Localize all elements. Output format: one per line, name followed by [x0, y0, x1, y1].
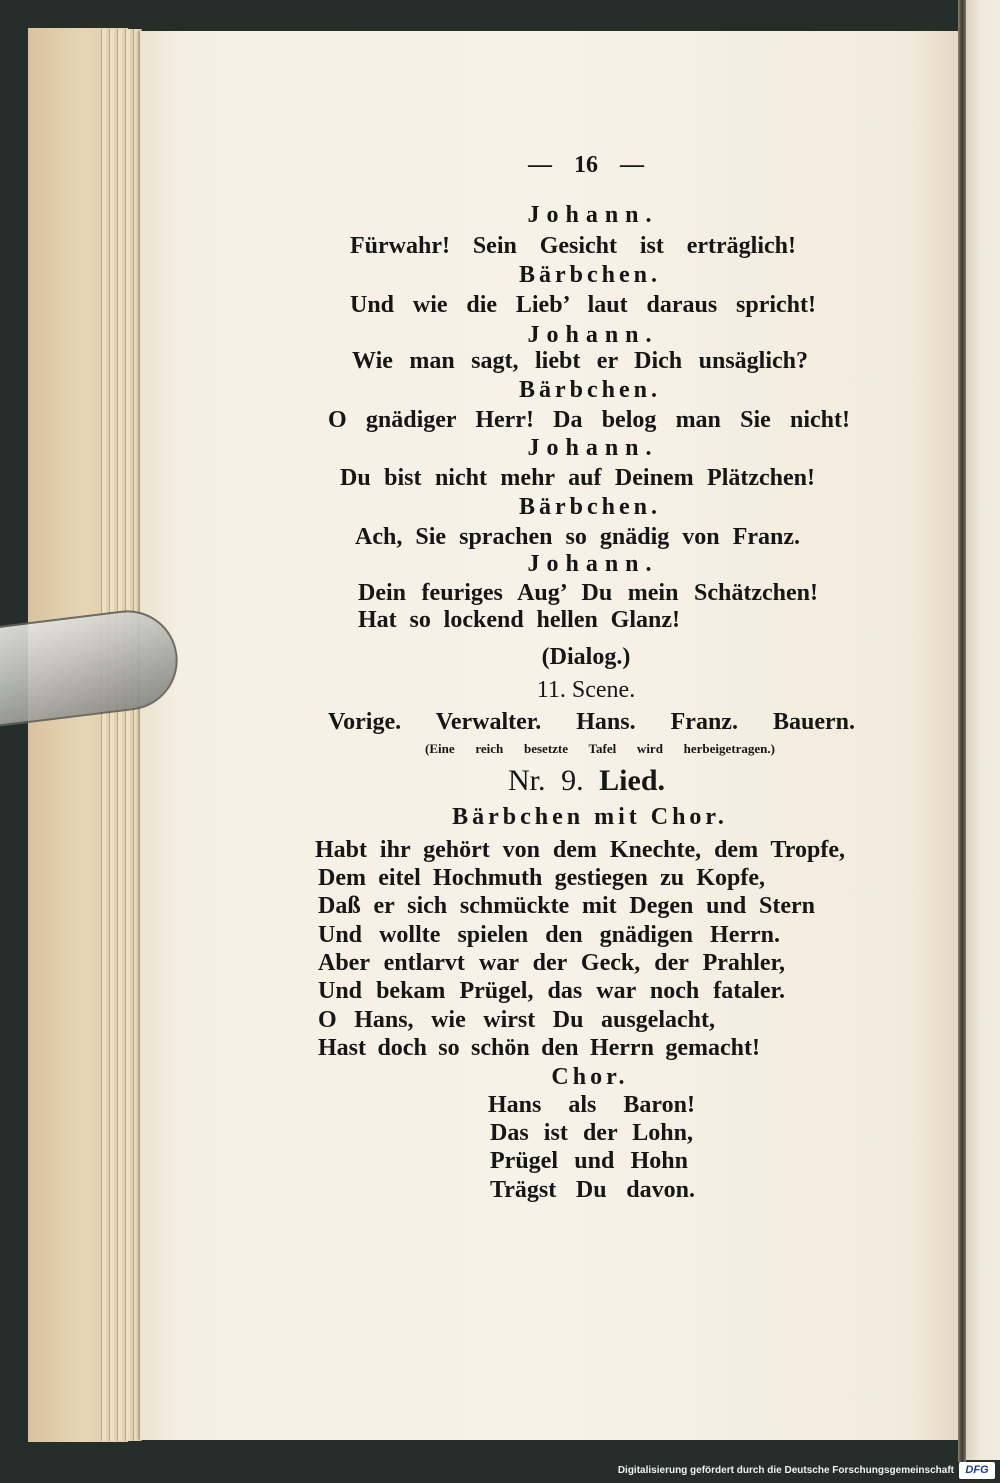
speaker-name: Bärbchen. [518, 377, 661, 403]
verse-line: Dein feuriges Aug’ Du mein Schätzchen! [358, 580, 818, 606]
verse-line: Wie man sagt, liebt er Dich unsäglich? [352, 348, 808, 374]
verse-line: Ach, Sie sprachen so gnädig von Franz. [355, 524, 800, 550]
scene-heading: 11. Scene. [536, 677, 636, 703]
chorus-line: Das ist der Lohn, [490, 1120, 693, 1146]
stage-direction: (Eine reich besetzte Tafel wird herbeigetragen.) [425, 741, 775, 756]
page-number: — 16 — [528, 152, 644, 178]
dfg-logo: DFG [959, 1462, 995, 1479]
digitization-credit: Digitalisierung gefördert durch die Deutsche Forschungsgemeinschaft [617, 1465, 954, 1476]
speaker-name: Johann. [527, 435, 659, 461]
verse-line: Du bist nicht mehr auf Deinem Plätzchen! [340, 465, 815, 491]
song-title: Lied. [599, 764, 666, 797]
speaker-name: Johann. [527, 322, 659, 348]
scene-characters: Vorige. Verwalter. Hans. Franz. Bauern. [328, 709, 855, 735]
verse-line: Und wie die Lieb’ laut daraus spricht! [350, 292, 816, 318]
song-verse-line: Dem eitel Hochmuth gestiegen zu Kopfe, [318, 865, 765, 891]
song-verse-line: Und wollte spielen den gnädigen Herrn. [318, 922, 780, 948]
verse-line: O gnädiger Herr! Da belog man Sie nicht! [328, 407, 850, 433]
chorus-label: Chor. [551, 1064, 629, 1090]
chorus-line: Trägst Du davon. [490, 1177, 695, 1203]
song-performers: Bärbchen mit Chor. [452, 804, 728, 830]
speaker-name: Johann. [527, 202, 659, 228]
verse-line: Hat so lockend hellen Glanz! [358, 607, 680, 633]
book-gutter [958, 0, 966, 1462]
facing-page-edge [966, 0, 1000, 1460]
song-verse-line: Hast doch so schön den Herrn gemacht! [318, 1035, 760, 1061]
speaker-name: Johann. [527, 551, 659, 577]
song-verse-line: Daß er sich schmückte mit Degen und Stern [318, 893, 815, 919]
verse-line: Fürwahr! Sein Gesicht ist erträglich! [350, 233, 796, 259]
song-verse-line: Und bekam Prügel, das war noch fataler. [318, 978, 785, 1004]
chorus-line: Prügel und Hohn [490, 1148, 688, 1174]
page-edge-lines [98, 29, 142, 1441]
song-verse-line: O Hans, wie wirst Du ausgelacht, [318, 1007, 715, 1033]
speaker-name: Bärbchen. [518, 494, 661, 520]
song-number: Nr. 9. [508, 764, 584, 797]
song-heading [508, 763, 665, 799]
chorus-line: Hans als Baron! [488, 1092, 695, 1118]
song-verse-line: Aber entlarvt war der Geck, der Prahler, [318, 950, 785, 976]
speaker-name: Bärbchen. [518, 262, 661, 288]
dialog-note: (Dialog.) [541, 644, 631, 670]
song-verse-line: Habt ihr gehört von dem Knechte, dem Tropfe, [315, 837, 845, 863]
